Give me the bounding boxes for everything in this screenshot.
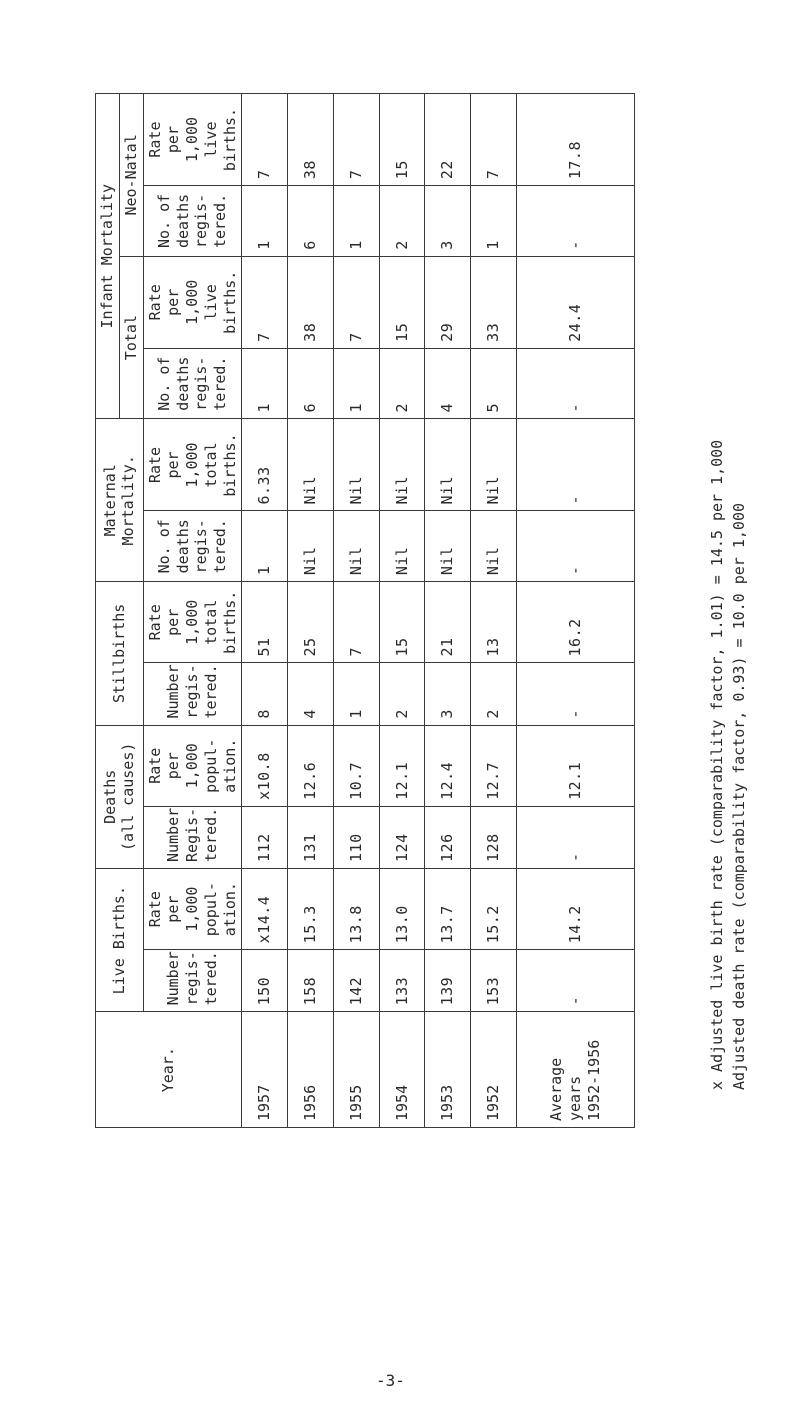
live-births-number-cell: 150 [242, 950, 288, 1012]
infant-total-number-cell: 1 [242, 348, 288, 419]
neo-natal-number-cell: 3 [425, 186, 471, 257]
stillbirths-rate-cell: 15 [379, 582, 425, 663]
year-cell: 1955 [333, 1012, 379, 1128]
year-cell: 1954 [379, 1012, 425, 1128]
maternal-number-cell: Nil [333, 511, 379, 582]
live-births-rate-cell: 14.2 [516, 868, 634, 949]
live-births-rate-cell: 13.0 [379, 868, 425, 949]
year-cell: 1957 [242, 1012, 288, 1128]
footnote-adjusted-birth-rate: x Adjusted live birth rate (comparability factor, 1.01) = 14.5 per 1,000 [708, 439, 726, 1090]
table-row [242, 94, 288, 1128]
live-births-rate-cell: 15.2 [471, 868, 517, 949]
neo-natal-number-cell: 1 [333, 186, 379, 257]
stillbirths-number-cell: 1 [333, 663, 379, 725]
infant-total-number-cell: 1 [333, 348, 379, 419]
infant-total-number-cell: - [516, 348, 634, 419]
year-cell: Average years 1952-1956 [516, 1012, 634, 1128]
year-cell: 1952 [471, 1012, 517, 1128]
maternal-rate-cell: 6.33 [242, 419, 288, 511]
maternal-rate-cell: Nil [471, 419, 517, 511]
live-births-number-cell: 142 [333, 950, 379, 1012]
deaths-number-header: Number Regis- tered. [143, 806, 242, 868]
deaths-rate-cell: 12.4 [425, 725, 471, 806]
neo-natal-rate-cell: 7 [242, 94, 288, 186]
infant-total-rate-cell: 24.4 [516, 256, 634, 348]
table-row [425, 94, 471, 1128]
deaths-number-cell: 124 [379, 806, 425, 868]
infant-total-rate-cell: 29 [425, 256, 471, 348]
neo-natal-rate-cell: 38 [288, 94, 334, 186]
neo-natal-number-cell: 1 [471, 186, 517, 257]
infant-total-rate-cell: 15 [379, 256, 425, 348]
neo-natal-number-header: No. of deaths regis- tered. [143, 186, 242, 257]
table-row [471, 94, 517, 1128]
infant-total-rate-header: Rate per 1,000 live births. [143, 256, 242, 348]
maternal-number-cell: 1 [242, 511, 288, 582]
stillbirths-number-cell: - [516, 663, 634, 725]
subheader-row [143, 94, 242, 1128]
stillbirths-number-cell: 2 [471, 663, 517, 725]
maternal-number-cell: Nil [471, 511, 517, 582]
table-row [288, 94, 334, 1128]
live-births-number-cell: - [516, 950, 634, 1012]
footnote-adjusted-death-rate: Adjusted death rate (comparability factor, 0.93) = 10.0 per 1,000 [730, 503, 748, 1090]
stillbirths-number-cell: 3 [425, 663, 471, 725]
rotated-table-container [95, 93, 635, 1128]
maternal-rate-cell: Nil [288, 419, 334, 511]
stillbirths-number-cell: 8 [242, 663, 288, 725]
table-row-average [516, 94, 634, 1128]
live-births-number-header: Number regis- tered. [143, 950, 242, 1012]
page-number: -3- [376, 1371, 405, 1390]
deaths-number-cell: 131 [288, 806, 334, 868]
deaths-number-cell: - [516, 806, 634, 868]
deaths-rate-cell: 12.1 [516, 725, 634, 806]
live-births-number-cell: 153 [471, 950, 517, 1012]
vital-statistics-table [95, 93, 635, 1128]
live-births-number-cell: 133 [379, 950, 425, 1012]
stillbirths-rate-cell: 7 [333, 582, 379, 663]
infant-total-rate-cell: 33 [471, 256, 517, 348]
live-births-rate-cell: 15.3 [288, 868, 334, 949]
year-cell: 1953 [425, 1012, 471, 1128]
neo-natal-rate-cell: 7 [333, 94, 379, 186]
infant-total-header: Total [119, 256, 143, 419]
maternal-rate-cell: - [516, 419, 634, 511]
live-births-header: Live Births. [96, 868, 144, 1011]
live-births-rate-cell: 13.7 [425, 868, 471, 949]
maternal-number-cell: - [516, 511, 634, 582]
stillbirths-rate-header: Rate per 1,000 total births. [143, 582, 242, 663]
year-column-header: Year. [96, 1012, 242, 1128]
stillbirths-header: Stillbirths [96, 582, 144, 725]
deaths-rate-cell: 10.7 [333, 725, 379, 806]
neo-natal-number-cell: 6 [288, 186, 334, 257]
stillbirths-rate-cell: 25 [288, 582, 334, 663]
infant-total-rate-cell: 7 [333, 256, 379, 348]
neo-natal-number-cell: 2 [379, 186, 425, 257]
stillbirths-number-cell: 2 [379, 663, 425, 725]
deaths-number-cell: 126 [425, 806, 471, 868]
live-births-number-cell: 139 [425, 950, 471, 1012]
neo-natal-number-cell: - [516, 186, 634, 257]
stillbirths-rate-cell: 21 [425, 582, 471, 663]
neo-natal-rate-cell: 15 [379, 94, 425, 186]
deaths-rate-cell: 12.7 [471, 725, 517, 806]
live-births-number-cell: 158 [288, 950, 334, 1012]
infant-total-number-cell: 5 [471, 348, 517, 419]
stillbirths-rate-cell: 51 [242, 582, 288, 663]
live-births-rate-header: Rate per 1,000 popul- ation. [143, 868, 242, 949]
maternal-number-cell: Nil [379, 511, 425, 582]
neo-natal-rate-header: Rate per 1,000 live births. [143, 94, 242, 186]
deaths-rate-header: Rate per 1,000 popul- ation. [143, 725, 242, 806]
deaths-number-cell: 128 [471, 806, 517, 868]
infant-total-rate-cell: 38 [288, 256, 334, 348]
year-cell: 1956 [288, 1012, 334, 1128]
maternal-number-header: No. of deaths regis- tered. [143, 511, 242, 582]
deaths-header: Deaths (all causes) [96, 725, 144, 868]
infant-total-number-cell: 6 [288, 348, 334, 419]
infant-total-number-cell: 4 [425, 348, 471, 419]
infant-total-rate-cell: 7 [242, 256, 288, 348]
neo-natal-rate-cell: 17.8 [516, 94, 634, 186]
table-body [242, 94, 635, 1128]
group-header-row [96, 94, 120, 1128]
live-births-rate-cell: 13.8 [333, 868, 379, 949]
maternal-mortality-header: Maternal Mortality. [96, 419, 144, 582]
maternal-rate-cell: Nil [425, 419, 471, 511]
maternal-rate-cell: Nil [379, 419, 425, 511]
stillbirths-number-header: Number regis- tered. [143, 663, 242, 725]
deaths-rate-cell: 12.6 [288, 725, 334, 806]
deaths-rate-cell: 12.1 [379, 725, 425, 806]
deaths-number-cell: 112 [242, 806, 288, 868]
maternal-rate-cell: Nil [333, 419, 379, 511]
infant-mortality-header: Infant Mortality [96, 94, 120, 419]
stillbirths-rate-cell: 16.2 [516, 582, 634, 663]
maternal-number-cell: Nil [425, 511, 471, 582]
neo-natal-header: Neo-Natal [119, 94, 143, 257]
table-row [379, 94, 425, 1128]
stillbirths-rate-cell: 13 [471, 582, 517, 663]
neo-natal-rate-cell: 22 [425, 94, 471, 186]
deaths-rate-cell: x10.8 [242, 725, 288, 806]
stillbirths-number-cell: 4 [288, 663, 334, 725]
table-row [333, 94, 379, 1128]
deaths-number-cell: 110 [333, 806, 379, 868]
infant-total-number-cell: 2 [379, 348, 425, 419]
live-births-rate-cell: x14.4 [242, 868, 288, 949]
neo-natal-number-cell: 1 [242, 186, 288, 257]
infant-total-number-header: No. of deaths regis- tered. [143, 348, 242, 419]
neo-natal-rate-cell: 7 [471, 94, 517, 186]
maternal-number-cell: Nil [288, 511, 334, 582]
maternal-rate-header: Rate per 1,000 total births. [143, 419, 242, 511]
